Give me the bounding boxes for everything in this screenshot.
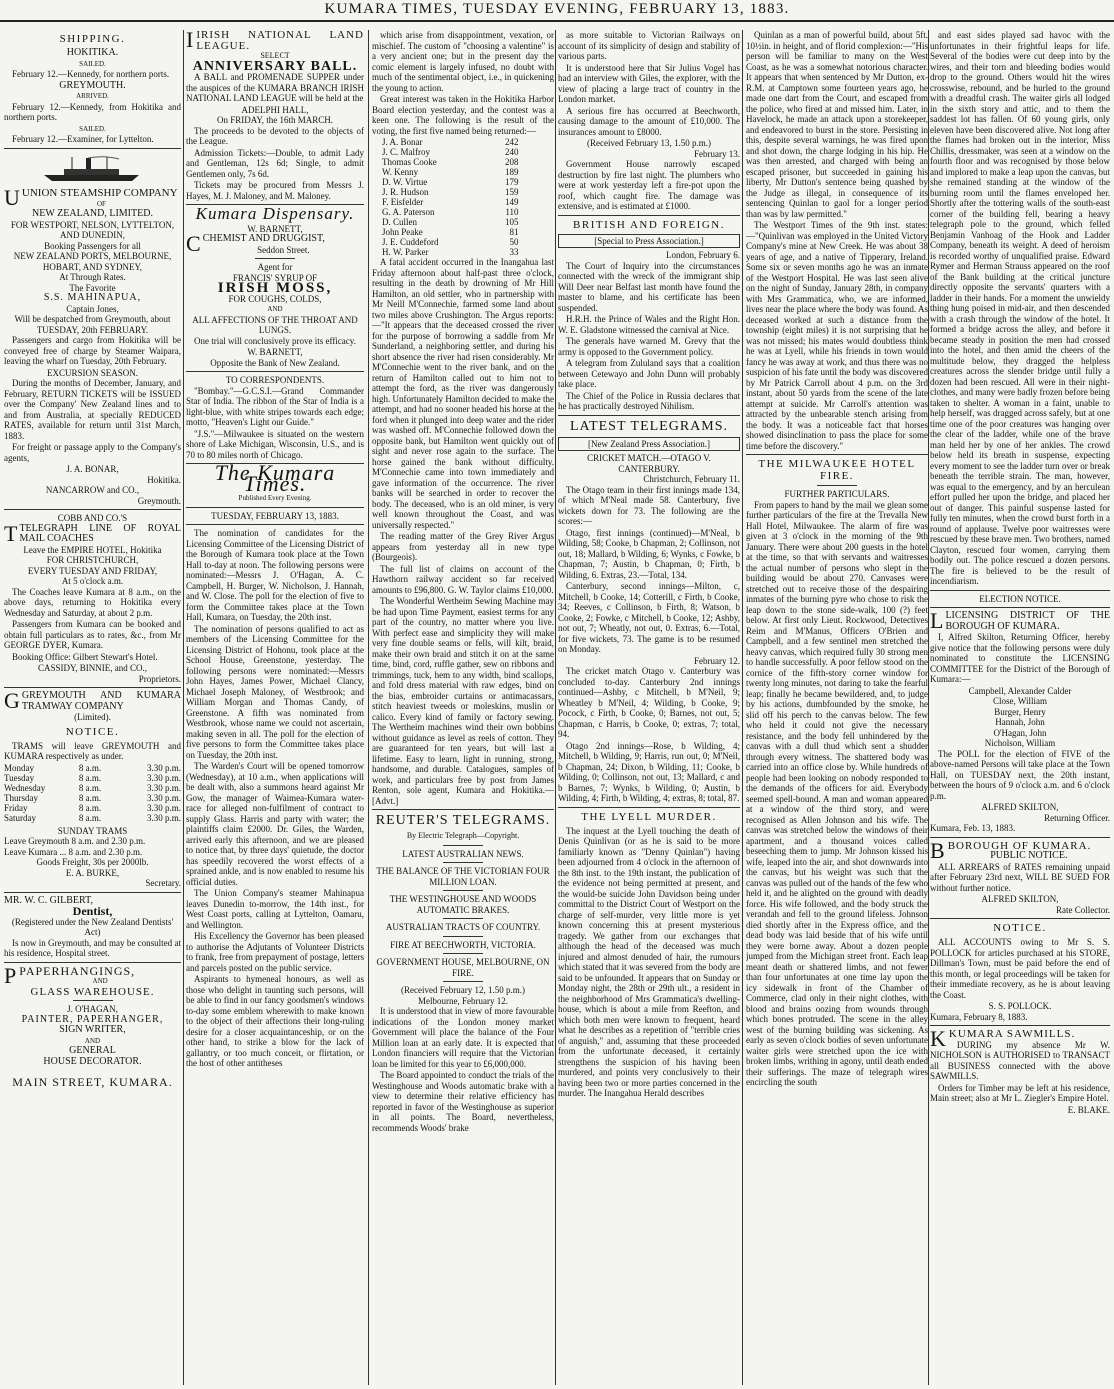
section-subheading: [New Zealand Press Association.]	[558, 437, 740, 452]
advert-heading: GGREYMOUTH AND KUMARA TRAMWAY COMPANY	[4, 688, 181, 713]
advert-text: Goods Freight, 30s per 2000lb.	[36, 857, 149, 867]
article-headline: AUSTRALIAN TRACTS OF COUNTRY.	[385, 922, 541, 932]
divider	[558, 215, 740, 216]
article-text: as more suitable to Victorian Railways on account of its simplicity of design and stability of various parts.	[558, 30, 740, 61]
table-cell: D. Cullen	[382, 217, 417, 227]
advert-text: Admission Tickets:—Double, to admit Lady and Gentleman, 12s 6d; Single, to admit Gentlemen only, 7s 6d.	[186, 147, 364, 179]
table-cell: 8 a.m.	[78, 762, 102, 773]
divider	[746, 454, 928, 455]
section-heading: ELECTION NOTICE.	[979, 593, 1061, 604]
advert-heading: UUNION STEAMSHIP COMPANY	[4, 185, 178, 210]
table-row	[4, 813, 181, 823]
advert-text: W. BARNETT,	[247, 223, 303, 234]
dateline: (Received February 13, 1.50 p.m.)	[587, 138, 711, 148]
advert-text: SUNDAY TRAMS	[57, 825, 128, 836]
list-item: Burger, Henry	[994, 706, 1046, 717]
advert-text: At 5 o'clock a.m.	[61, 576, 124, 586]
divider	[443, 918, 483, 919]
column-5	[746, 30, 928, 1385]
column-1	[4, 30, 181, 1385]
table-cell: 33	[509, 247, 519, 257]
article-text: The inquest at the Lyell touching the death of Denis Quinlivan (or as he is said to be more familiarly known as "Denny Quinlan") having been adjourned from 4 o'clock in the afternoon of the 8th inst. to the 19th instant, the publication of the evidence not being permitted at present, and the would-be suicide John Davidson being under committal to the District Court of Westport on the charge of self-murder, very little more is yet known concerning this at present mysterious tragedy. We gather from our exchanges that although the head of the deceased was much injured and almost denuded of hair, the rumours which stated that it was severed from the body are said to be unfounded. It appears that on Sunday or Monday night, the 28th or 29th ult., a resident in the neighborhood of Mrs Grammatica's dwelling-house, which is about a mile from Reefton, and which both men were known to frequent, heard what he describes as a repetition of "terrible cries of anguish," and, assuming that these proceeded from the unfortunate deceased, it certainly strengthens the suspicion of his having been murdered, and points very conclusively to their having been two or more parties concerned in the murder. The Inangahua Herald describes	[558, 825, 740, 1098]
advert-text: For freight or passage apply to the Company's agents,	[4, 442, 181, 463]
article-text: H.R.H. the Prince of Wales and the Right Hon. W. E. Gladstone witnessed the carnival at Nice.	[558, 314, 740, 335]
table-row	[4, 793, 181, 803]
table-cell: J. R. Hudson	[382, 187, 429, 197]
divider	[372, 809, 554, 810]
advert-text: AND	[84, 1036, 101, 1045]
list-item: O'Hagan, John	[993, 727, 1047, 738]
section-heading: LATEST TELEGRAMS.	[569, 418, 729, 434]
table-row	[4, 783, 181, 793]
port-heading: HOKITIKA.	[66, 47, 119, 58]
sailed-label: SAILED.	[79, 59, 106, 68]
dateline: Melbourne, February 12.	[418, 995, 508, 1006]
advert-text: Kumara, Feb. 13, 1883.	[930, 823, 1016, 833]
article-headline: GOVERNMENT HOUSE, MELBOURNE, ON FIRE.	[376, 957, 550, 978]
list-item: Close, William	[993, 696, 1047, 706]
advert-heading: IIRISH NATIONAL LAND LEAGUE.	[186, 30, 364, 52]
advert-text: Captain Jones,	[66, 303, 119, 314]
election-results	[382, 137, 519, 257]
advert-heading: BBOROUGH OF KUMARA.	[930, 837, 1092, 863]
advert-text: J. O'HAGAN,	[67, 1004, 118, 1014]
article-text: The Court of Inquiry into the circumstances connected with the wreck of the immigrant ship Will Deer near Belfast last month have found the master to blame, and his certificate has been suspended.	[558, 260, 740, 313]
advert-text: TRAMS will leave GREYMOUTH and KUMARA respectively as under.	[4, 740, 181, 761]
divider	[443, 890, 483, 891]
advert-heading: MR. W. C. GILBERT,	[4, 894, 93, 906]
table-cell: Saturday	[4, 812, 36, 823]
section-heading: THE LYELL MURDER.	[581, 810, 717, 823]
article-text: "Bombay."—G.C.S.I.—Grand Commander Star of India. The ribbon of the Star of India is a light-blue, with white stripes towards each edge; motto, "Heaven's Light our Guide."	[186, 385, 364, 427]
table-row	[382, 187, 519, 197]
divider	[443, 862, 483, 863]
arrived-label: ARRIVED.	[76, 92, 109, 100]
advert-text: AND	[267, 305, 283, 313]
table-cell: 3.30 p.m.	[146, 772, 181, 783]
advert-text: The proceeds to be devoted to the objects of the League.	[186, 125, 364, 146]
table-cell: D. W. Virtue	[382, 177, 428, 187]
advert-text: Tickets may be procured from Messrs J. Hayes, M. J. Maloney, and M. Maloney.	[186, 180, 364, 201]
masthead: KUMARA TIMES, TUESDAY EVENING, FEBRUARY 13, 1883.	[324, 1, 790, 17]
section-heading: TO CORRESPONDENTS.	[225, 375, 325, 385]
article-text: Otago 2nd innings—Rose, b Wilding, 4; Mitchell, b Wilding, 9; Harris, run out, 0; M'Neil, b Chapman, 24; Dixon, b Wilding, 11; Cooke, b Wilding, 0; Collinson, not out, 13; Mallard, c and b Barnes, 7; Wynks, b Wilding, 0; Austin, b Wilding, 4; Firth, b Wilding, 4; extras, 8; total, 87.	[558, 740, 740, 803]
advert-text: TUESDAY, 20th FEBRUARY.	[36, 324, 149, 335]
divider	[930, 590, 1110, 591]
divider	[73, 1000, 113, 1001]
table-row	[382, 247, 519, 257]
advert-text: Returning Officer.	[1044, 812, 1110, 823]
table-cell: 189	[505, 167, 519, 177]
dateline: February 12.	[694, 655, 740, 666]
advert-text: Proprietors.	[138, 673, 181, 684]
divider	[930, 1025, 1110, 1026]
advert-text: At Through Rates.	[59, 272, 126, 282]
column-divider	[183, 30, 184, 1385]
article-text: The Board appointed to conduct the trials of the Westinghouse and Woods automatic brake with a view to determine their relative efficiency has reported in favor of the Westinghouse as superior in all points. The Board, nevertheless, recommends Woods' brake	[372, 1070, 554, 1133]
article-text: From papers to hand by the mail we glean some further particulars of the fire at the Trevalla New Hall Hotel, Milwaukee. The alarm of fire was given at 3 o'clock in the morning of the 9th January. There were about 200 guests in the hotel at the time, so that with servants and waitresses the actual number of persons who slept in the building would be about 270. Canvases were stretched out to receive those of the despairing inmates of the burning pyre who chose to risk the leap down to the stone side-walk, 100 (?) feet below. At first only Lieut. Rockwood, Detectives Reim and M'Manus, Officers O'Brien and Campbell, and a few sentinel men stretched the heavy canvas, which required fully 30 strong men to handle successfully. A poor fellow stood on the cornice of the fifth-story corner window for twenty long minutes, not daring to take the fearful leap; finally he became bewildered, and, to judge by his actions, dumbfounded by the smoke, he slid off his perch to the canvas below. The few who held it could not give the necessary resistance, and the body fell unhindered by the canvas with a dull thud which sent a shudder through every witness. The shattered body was carried into an office close by. While hundreds of people had been looking on nobody responded to the demands of the officers for aid. Everybody seemed spell-bound. A man and woman appeared at a window of the third story, and were recognised as Allen Johnson and his wife. The canvas was stretched below the windows of their apartment, and a thousand voices called beseeching them to jump. Mr Johnson kissed his wife, leaped into the air, and shot downwards into the canvas, but his weight was such that the canvas was pulled out of the hands of the few who held it, and he alighted on the ground with deadly force. His wife followed, and the body struck the verandah and fell to the ground lifeless. Johnson died shortly after in the Express office, and the dead body was laid beside that of his wife until they were borne away. About a dozen people jumped from the Michigan street front. Each leap meant death or shattered limbs, and not fewer than four unfortunates at one time lay upon the icy sidewalk in front of the Chamber of Commerce, clad only in their night clothes, with blood and brains oozing from wounds through which bones protruded. The scene in the alley west of the burning building was sickening. As early as seven o'clock bodies of seven unfortunate waiter girls were stretched upon the ice with broken limbs, writhing in agony, until death ended their sufferings. The maze of telegraph wires encircling the south	[746, 499, 928, 1087]
divider	[255, 258, 295, 259]
port-heading: GREYMOUTH.	[59, 79, 126, 91]
article-headline: THE WESTINGHOUSE AND WOODS AUTOMATIC BRAKES.	[389, 894, 537, 915]
notice-heading: PUBLIC NOTICE.	[990, 850, 1068, 861]
advert-text: Booking Office: Gilbert Stewart's Hotel.	[12, 651, 158, 662]
advert-text: FOR COUGHS, COLDS,	[228, 293, 322, 304]
section-heading: REUTER'S TELEGRAMS.	[375, 813, 551, 828]
advert-text: Leave Kumara ... 8 a.m. and 2.30 p.m.	[4, 846, 143, 857]
advert-text: Hokitika.	[147, 474, 181, 485]
list-item: Campbell, Alexander Calder	[968, 685, 1072, 696]
advert-text: Passengers and cargo from Hokitika will be conveyed free of charge by Steamer Waipara, leaving the wharf on Tuesday, 20th February.	[4, 335, 181, 366]
advert-text: A BALL and PROMENADE SUPPER under the auspices of the KUMARA BRANCH IRISH NATIONAL LAND LEAGUE will be held at the	[186, 72, 364, 103]
advert-text: Kumara, February 8, 1883.	[930, 1011, 1028, 1022]
table-cell: G. A. Paterson	[382, 207, 435, 217]
advert-text: Greymouth.	[137, 495, 181, 506]
advert-text: FOR CHRISTCHURCH,	[46, 555, 139, 565]
table-cell: 8 a.m.	[78, 772, 102, 783]
divider	[186, 524, 364, 525]
table-row	[382, 177, 519, 187]
advert-text: ADELPHI HALL,	[241, 104, 309, 115]
shipping-heading: SHIPPING.	[59, 33, 126, 45]
advert-text: NEW ZEALAND PORTS, MELBOURNE, HOBART, AND SYDNEY,	[13, 251, 172, 272]
advert-text: During the months of December, January, and February, RETURN TICKETS will be ISSUED over the Company' New Zealand lines and to and from Australia, at specially REDUCED RATES, available for return until 31st March, 1883.	[4, 378, 181, 441]
advert-text: SIGN WRITER,	[59, 1024, 126, 1035]
section-subheading: [Special to Press Association.]	[558, 234, 740, 249]
article-text: Canterbury, second innings—Milton, c, Mitchell, b Cooke, 14; Cotterill, c Firth, b Cooke, 34; Reeves, c Collinson, b Firth, 8; Watson, b Cooke, 2; Fowke, c Mitchell, b Cooke, 12; Ashby, not out, 7; Wheatly, not out, 0. Extras, 6.—Total, for five wickets, 73. The game is to be resumed on Monday.	[558, 581, 740, 654]
column-divider	[928, 30, 929, 1385]
advert-text: Will be despatched from Greymouth, about	[14, 314, 171, 324]
advert-text: Rate Collector.	[1056, 904, 1110, 915]
article-text: The reading matter of the Grey River Argus appears from yesterday all in new type (Bourgeois).	[372, 531, 554, 562]
table-row	[382, 197, 519, 207]
advert-text: E. A. BURKE,	[65, 867, 120, 878]
divider	[4, 148, 181, 149]
advert-text: FRANCIS' SYRUP OF	[232, 272, 318, 283]
table-row	[4, 773, 181, 783]
column-divider	[555, 30, 556, 1385]
advert-text: Orders for Timber may be left at his residence, Main street; also at Mr L. Ziegler's Empire Hotel.	[930, 1082, 1110, 1103]
table-cell: 149	[505, 197, 519, 207]
divider	[4, 687, 181, 688]
article-text: The generals have warned M. Grevy that the army is opposed to the Government policy.	[558, 336, 740, 357]
article-headline: FIRE AT BEECHWORTH, VICTORIA.	[390, 939, 536, 950]
article-text: His Excellency the Governor has been pleased to authorise the Adjutants of Volunteer Districts to frank, free from prepayment of postage, letters and parcels posted on the public service.	[186, 931, 364, 973]
table-cell: 50	[509, 237, 519, 247]
divider	[443, 953, 483, 954]
table-row	[382, 157, 519, 167]
article-headline: CRICKET MATCH.—OTAGO V. CANTERBURY.	[587, 453, 711, 474]
table-cell: 208	[505, 157, 519, 167]
column-6	[930, 30, 1110, 1385]
article-text: It is understood that in view of more favourable indications of the London money market Government will place the balance of the Four Million loan at an early date. It is expected that London financiers will require that the Victorian loan be limited for this year to £6,000,000.	[372, 1006, 554, 1069]
advert-text: Leave Greymouth 8 a.m. and 2.30 p.m.	[4, 836, 146, 846]
column-3	[372, 30, 554, 1385]
article-text: The Chief of the Police in Russia declares that he has practically destroyed Nihilism.	[558, 390, 740, 411]
advert-text: GENERAL	[69, 1045, 116, 1056]
advert-text: Booking Passengers for all	[44, 240, 141, 251]
advert-text: The Favorite	[69, 282, 116, 293]
article-headline: FURTHER PARTICULARS.	[784, 489, 890, 499]
advert-text: ALFRED SKILTON,	[981, 802, 1059, 812]
table-cell: 3.30 p.m.	[146, 792, 181, 803]
section-heading: THE MILWAUKEE HOTEL FIRE.	[758, 458, 916, 482]
shipping-entry: February 12.—Examiner, for Lyttelton.	[12, 134, 154, 144]
advert-text: Secretary.	[145, 878, 181, 888]
table-cell: 179	[505, 177, 519, 187]
section-heading: BRITISH AND FOREIGN.	[573, 218, 725, 231]
article-text: It is understood here that Sir Julius Vogel has had an interview with Giles, the explorer, with the view of placing a large tract of country in the London market.	[558, 62, 740, 104]
table-cell: W. Kenny	[382, 167, 419, 177]
advert-heading: Dentist,	[72, 904, 113, 918]
divider	[443, 936, 483, 937]
advert-text: COBB AND CO.'S	[57, 513, 128, 523]
advert-heading: TTELEGRAPH LINE OF ROYAL MAIL COACHES	[4, 520, 181, 546]
table-cell: 242	[505, 137, 519, 147]
tram-timetable	[4, 763, 181, 823]
article-text: "J.S."—Milwaukee is situated on the western shore of Lake Michigan, Wisconsin, U.S., and is 70 to 80 miles north of Chicago.	[186, 428, 364, 460]
steamship-icon	[4, 155, 181, 183]
table-cell: 3.30 p.m.	[146, 812, 181, 823]
divider	[4, 892, 181, 893]
table-cell: 3.30 p.m.	[146, 782, 181, 793]
table-cell: 81	[509, 227, 519, 237]
article-headline: THE BALANCE OF THE VICTORIAN FOUR MILLION LOAN.	[376, 866, 550, 887]
table-cell: 8 a.m.	[78, 782, 102, 793]
advert-text: I, Alfred Skilton, Returning Officer, hereby give notice that the following persons were duly nominated to constitute the LICENSING COMMITTEE for the District of the Borough of Kumara:—	[930, 632, 1110, 684]
dateline: February 13.	[694, 148, 740, 159]
advert-text: ALL ACCOUNTS owing to Mr S. S. POLLOCK for articles purchased at his STORE, Dillman's Town, must be paid before the end of this month, or legal proceedings will be taken for their immediate recovery, as he is about leaving the Coast.	[930, 937, 1110, 1000]
advert-text: ALFRED SKILTON,	[981, 894, 1059, 904]
divider	[443, 845, 483, 846]
advert-text: (Limited).	[74, 712, 111, 722]
masthead-rule	[0, 20, 1114, 22]
divider	[558, 807, 740, 808]
divider	[4, 509, 181, 510]
advert-text: (Registered under the New Zealand Dentists' Act)	[11, 916, 174, 937]
article-text: Government House narrowly escaped destruction by fire last night. The plumbers who were at work yesterday left a fire-pot upon the roof, which caught fire. The damage was extensive, and is estimated at £1000.	[558, 159, 740, 211]
advert-text: NANCARROW and CO.,	[45, 485, 140, 495]
article-text: The Otago team in their first innings made 134, of which M'Neal made 58. Canterbury, five wickets down for 73. The following are the scores:—	[558, 484, 740, 526]
article-text: The cricket match Otago v. Canterbury was concluded to-day. Canterbury 2nd innings continued—Ashby, c Mitchell, b M'Neil, 9; Wheatley b M'Neil, 4; Wilding, b Cooke, 9; Pocock, c Firth, b Cooke, 0; Barnes, not out, 5; Chapman, c Harris, b Cooke, 0; extras, 7; total, 94.	[558, 666, 740, 739]
advert-text: FOR WESTPORT, NELSON, LYTTELTON, AND DUNEDIN,	[10, 219, 175, 240]
table-cell: 3.30 p.m.	[146, 762, 181, 773]
table-cell: Thursday	[4, 792, 38, 803]
advert-heading: KKUMARA SAWMILLS.	[930, 1026, 1076, 1051]
section-subheading: By Electric Telegraph—Copyright.	[406, 831, 520, 840]
table-row	[382, 167, 519, 177]
advert-text: ALL AFFECTIONS OF THE THROAT AND LUNGS.	[192, 314, 358, 335]
article-text: The nomination of persons qualified to act as members of the Licensing Committee for the Licensing District of Hohonu, took place at the School House, Greenstone, yesterday. The following persons were nominated:—Messrs John Hayes, James Power, Michael Clancy, Michael Joseph Maloney, of Westbrook; and William Morgan and Thomas Candy, of Greenstone. A fifth was nominated from Westbrook, whose name we could not ascertain, making seven in all. The poll for the election of five persons to form the Committee takes place on Tuesday, the 20th inst.	[186, 623, 364, 760]
advert-text: E. BLAKE.	[1067, 1104, 1110, 1115]
list-item: Hannah, John	[995, 717, 1045, 727]
table-row	[382, 227, 519, 237]
article-text: The Warden's Court will be opened tomorrow (Wednesday), at 10 a.m., when applications will be dealt with, also a summons heard against Mr Gow, the manager of Waimea-Kumara water-race for alleged non-fulfilment of contract to supply Glass. Harris and party with water; the plaintiffs claim £2000. Dr. Giles, the Warden, arrived early this afternoon, and we are pleased to notice that, by three days' quietude, the doctor has speedily recovered the worst effects of a sprained ankle, and is now enabled to resume his official duties.	[186, 761, 364, 887]
article-text: A telegram from Zululand says that a coalition between Cetewayo and John Dunn will probably take place.	[558, 358, 740, 389]
section-heading: LATEST AUSTRALIAN NEWS.	[402, 848, 524, 859]
advert-text: HOUSE DECORATOR.	[43, 1055, 142, 1067]
divider	[443, 981, 483, 982]
list-item: Nicholson, William	[984, 738, 1056, 748]
table-cell: 240	[505, 147, 519, 157]
advert-text: J. A. BONAR,	[66, 464, 119, 474]
advert-text: The POLL for the election of FIVE of the above-named Persons will take place at the Town Hall, on TUESDAY next, the 20th instant, between the hours of 9 o'clock a.m. and 6 o'clock p.m.	[930, 748, 1110, 801]
article-text: The nomination of candidates for the Licensing Committee of the Licensing District of the Borough of Kumara took place at the Town Hall to-day at noon. The following persons were nominated:—Messrs J. O'Hagan, A. C. Campbell, H. Burger, W. Nicholson, J. Hannah, and W. Close. The poll for the election of five to form the Committee takes place at the Town Hall, Kumara, on Tuesday, the 20th inst.	[186, 528, 364, 622]
table-cell: 110	[505, 207, 519, 217]
advert-text: DURING my absence Mr W. NICHOLSON is AUTHORISED to TRANSACT all BUSINESS connected with the above SAWMILLS.	[930, 1039, 1110, 1081]
publication-note: Published Every Evening.	[238, 494, 312, 502]
shipping-entry: February 12.—Kennedy, for northern ports.	[12, 69, 170, 79]
shipping-entry: February 12.—Kennedy, from Hokitika and northern ports.	[4, 101, 181, 122]
article-text: The Union Company's steamer Mahinapua leaves Dunedin to-morrow, the 14th inst., for West Coast ports, calling at Lyttelton, Oamaru, and Wellington.	[186, 888, 364, 930]
divider	[930, 918, 1110, 919]
notice-heading: NOTICE.	[65, 725, 120, 738]
advert-text: EVERY TUESDAY AND FRIDAY,	[27, 565, 158, 576]
table-cell: 8 a.m.	[78, 802, 102, 813]
table-cell: John Peake	[382, 227, 423, 237]
table-row	[382, 237, 519, 247]
divider	[558, 415, 740, 416]
advert-text: Is now in Greymouth, and may be consulted at his residence, Hospital street.	[4, 937, 181, 958]
divider	[4, 962, 181, 963]
table-row	[4, 763, 181, 773]
divider	[817, 485, 857, 486]
article-text: A serious fire has occurred at Beechworth, causing damage to the amount of £10,000. The insurances amount to £8000.	[558, 105, 740, 137]
advert-text: ALL ARREARS of RATES remaining unpaid after February 23rd next, WILL BE SUED FOR without further notice.	[930, 861, 1110, 893]
advert-heading: GLASS WAREHOUSE.	[30, 985, 155, 998]
table-row	[382, 207, 519, 217]
table-cell: J. A. Bonar	[382, 137, 423, 147]
article-text: Aspirants to hymeneal honours, as well as those who delight in taunting such persons, will be able to find in our fancy goodsmen's windows to-day some emblem wherewith to make known to the object of their affections their long-ruling desire for a closer acquaintanceship, or on the other hand, to strike a blow for the lack of gallantry, or too much conceit, or flirtation, or the host of other antitheses	[186, 974, 364, 1068]
ship-name: S.S. MAHINAPUA,	[43, 292, 142, 303]
table-cell: 8 a.m.	[78, 792, 102, 803]
article-text: and east sides played sad havoc with the unfortunates in their frightful leaps for life. Several of the bodies were cut deep into by the wires, and their torn and bleeding bodies would drop to the ground. Others would hit the wires crosswise, rebound, and be hurled to the ground with a dreadful crash. The waiter girls all lodged in the sixth story and attic, and to them the saddest lot has fallen. Of 60 young girls, only eleven have been discovered alive. Not long after the flames had broken out in the interior, Miss Chillis, dressmaker, was seen at a window on the fourth floor and was recognised by those below and implored to make a leap upon the canvas, but she remained standing at the window of the burning room until the flames enveloped her. Shortly after the tottering walls of the south-east corner of the building fell, bearing a heavy telegraph pole to the ground, which felled Benjamin Vanhoag of the Hook and Ladder Company, beneath its weight. A deed of heroism is recorded worthy of unqualified praise. Edward Rymer and Herman Strauss appeared on the roof of the Bank building at the critical juncture directly opposite the servants' quarters with a ladder in their hands. For a moment the unwieldy thing hung poised in mid-air, and then descended with a crash through the window of the hotel. It formed a bridge across the alley, and before it became steady in position the men had crossed into the hotel, and then amid the cheers of the multitude below, they dragged the helpless creatures across the slender bridge until fully a dozen had been rescued. All were in their night-clothes, and many were badly frozen before being taken to shelter. A woman in a faint, unable to help herself, was dragged across safely, but at one time one of the poor creatures was hanging over the clear of the ladder, while one of the brave man held her by one of her ankles. The crowd below held its breath in suspense, expecting every moment to see the ladder turn over or break beneath the terrible strain. The man, however, was equal to the emergency, and by an herculean effort pulled her upon the bridge, and placed her out of danger. This painful suspense lasted for fully ten minutes, when the crowd burst forth in a round of applause. Twelve poor waitresses were rescued by these brave men. Two brothers, named Clayton, rescued four women, carrying them bodily out. The police rescued a dozen persons. The fire is believed to be the result of incendiarism.	[930, 30, 1110, 586]
advert-heading: MAIN STREET, KUMARA.	[12, 1075, 173, 1089]
issue-date: TUESDAY, FEBRUARY 13, 1883.	[211, 510, 339, 521]
newspaper-title: The Kumara Times.	[214, 460, 336, 496]
column-divider	[742, 30, 743, 1385]
table-cell: 3.30 p.m.	[146, 802, 181, 813]
article-text: Quinlan as a man of powerful build, about 5ft. 10½in. in height, and of florid complexion:—"His person will be familiar to many on the West Coast, as he was a somewhat notorious character. It appears that when sentenced by Mr Dutton, ex-R.M. at Camptown some fourteen years ago, he made one dart from the Court, and escaped from the police, who fired at and missed him. Later, in Havelock, he made an attack upon a storekeeper, and endeavored to burst in the store. Persisting in this, despite several warnings, he was fired upon and shot down, the charge lodging in his hip. He was then arrested, and charged with being an escaped prisoner, but succeeded in gaining his liberty, Mr Dutton's sentence being quashed by the Judge as illegal, in consequence of its sentencing Quinlan to gaol for a longer period than was by law permitted."	[746, 30, 928, 219]
dateline: (Received February 12, 1.50 p.m.)	[401, 985, 525, 995]
table-row	[382, 147, 519, 157]
article-text: The Westport Times of the 9th inst. states:—"Quinlivan was employed in the United Victory Company's mine at New Creek. He was about 38 years of age, and a native of Tipperary, Ireland. Some six or seven months ago he was an inmate of the Westport Hospital. He was last seen alive on the night of Sunday, January 28th, in company with Mrs Grammatica, who, we are informed, lives near the place where the body was found. As deceased worked at such a distance from the township (eight miles) it is not surprising that he was not missed; his mates would doubtless think he was at Lyell, while his friends in town would fancy he was away at work, and thus there was no suspicion of his fate until the body was discovered by Mr Patrick Carroll about 4 p.m. on the 3rd instant, about 50 yards from the scene of the late attempt at suicide. Mr Carroll's attention was attracted by the unbearable stench arising from the body. It was a noticeable fact that horses showed disinclination to pass the place for some time before the discovery."	[746, 220, 928, 451]
divider	[186, 371, 364, 372]
advert-heading: PPAPERHANGINGS,	[4, 962, 136, 988]
table-cell: J. C. Malfroy	[382, 147, 430, 157]
table-row	[382, 217, 519, 227]
advert-text: NEW ZEALAND, LIMITED.	[32, 208, 153, 219]
table-row	[382, 137, 519, 147]
table-cell: Tuesday	[4, 772, 35, 783]
advert-heading: ANNIVERSARY BALL.	[192, 58, 358, 74]
article-text: which arise from disappointment, vexation, or mischief. The custom of "choosing a valentine" is a very ancient one; but in the present day the comic element is largely infused, no doubt with much of the sentimental object, i.e., in quickening the young to action.	[372, 30, 554, 93]
table-cell: 8 a.m.	[78, 812, 102, 823]
divider	[930, 607, 1110, 608]
advert-text: EXCURSION SEASON.	[46, 367, 138, 378]
advert-text: The Coaches leave Kumara at 8 a.m., on the above days, returning to Hokitika every Wednesday and Saturday, at about 2 p.m.	[4, 586, 181, 618]
table-cell: H. W. Parker	[382, 247, 429, 257]
article-text: A fatal accident occurred in the Inangahua last Friday afternoon about half-past three o'clock, resulting in the death by drowning of Mr Hill Hamilton, an old settler, who in partnership with Mr Neill M'Connechie, farmed some land about two miles above Crushington. The Argus reports:—"It appears that the deceased crossed the river for the purpose of borrowing a saddle from Mr Sunderland, a neighboring settler, and during his short absence the river had risen considerably. Mr M'Connechie went to the river bank, and on the return of Hamilton called out to him not to attempt the ford, as the river was dangerously high. Unfortunately Hamilton decided to make the attempt, and had no sooner headed his horse at the ford when it plunged into deep water and the rider was washed off. M'Connechie followed down the opposite bank, but Hamilton went quickly out of sight and never rose again to the surface. The horse gained the bank without difficulty. M'Connechie came into town immediately and gave information of the occurrence. The river banks will be searched in order to recover the body. The deceased, who is an old miner, is very well known throughout the Coast, and was universally respected."	[372, 257, 554, 530]
advert-text: Agent for	[257, 262, 293, 272]
advert-text: One trial will conclusively prove its efficacy.	[194, 335, 356, 346]
divider	[186, 507, 364, 508]
table-cell: Friday	[4, 802, 28, 813]
table-cell: F. Eisfelder	[382, 197, 424, 207]
advert-text: AND	[92, 977, 108, 985]
advert-text: On FRIDAY, the 16th MARCH.	[216, 115, 334, 125]
advert-text: Opposite the Bank of New Zealand.	[210, 357, 340, 368]
advert-text: Passengers from Kumara can be booked and obtain full particulars as to rates, &c., from Mr GEORGE DYER, Kumara.	[4, 619, 181, 650]
column-2	[186, 30, 364, 1385]
article-text: The full list of claims on account of the Hawthorn railway accident so far received amounts to £96,800. G. W. Taylor claims £10,000.	[372, 563, 554, 595]
advert-heading: LLICENSING DISTRICT OF THE BOROUGH OF KUMARA.	[930, 608, 1110, 633]
advert-heading: IRISH MOSS,	[217, 280, 333, 296]
table-cell: Wednesday	[4, 782, 46, 793]
advert-text: Seddon Street.	[257, 244, 310, 255]
advert-text: Leave the EMPIRE HOTEL, Hokitika	[23, 544, 162, 555]
dateline: Christchurch, February 11.	[643, 474, 740, 484]
advert-text: SELECT	[260, 51, 290, 60]
article-text: Otago, first innings (continued)—M'Neal, b Wilding, 58; Cooke, b Chapman, 2; Collinson, not out, 18; Mallard, b Wilding, 6; Wynks, c Fowke, b Chapman, 7; Austin, b Chapman, 0; Firth, b Wilding, 6. Extras, 23.—Total, 134.	[558, 527, 740, 580]
divider	[930, 837, 1110, 838]
table-row	[4, 803, 181, 813]
table-cell: Monday	[4, 762, 34, 773]
advert-text: CASSIDY, BINNIE, and CO.,	[37, 663, 148, 673]
column-divider	[368, 30, 369, 1385]
article-text: The Wonderful Wertheim Sewing Machine may be had upon Time Payment, easiest terms for any part of the country, no matter where you live. With perfect ease and simplicity they will make very fine double seams or fells, will kilt, braid, make their own braid and stitch it on at the same time, bind, cord, ruffle gather, sew on ribbons and trimmings, tuck, hem to any width, bind scallops, and fold dress material with raw edges, bind on the bias, embroider curtains or antimacassars, stitch heaviest tweeds or moleskins, muslin or calico. Every kind of family or factory sewing. The Wertheim machines wind their own bobbins without guidance as level as reels of cotton. They are guaranteed for ten years, but will last a lifetime. Easy to learn, light in running, strong, handsome, and durable. Catalogues, samples of work, and particulars free by post from James Renton, sole agent, Kumara and Hokitika.—[Advt.]	[372, 596, 554, 806]
sailed-label: SAILED.	[79, 124, 106, 133]
table-cell: 159	[505, 187, 519, 197]
advert-heading: CCHEMIST AND DRUGGIST,	[186, 231, 325, 256]
advert-text: W. BARNETT,	[247, 347, 303, 357]
table-cell: J. E. Cuddeford	[382, 237, 439, 247]
notice-heading: NOTICE.	[993, 922, 1047, 934]
dateline: London, February 6.	[666, 250, 740, 260]
advert-text: OF	[96, 199, 106, 208]
advert-heading: Kumara Dispensary.	[195, 204, 355, 223]
table-cell: 105	[505, 217, 519, 227]
advert-text: S. S. POLLOCK.	[988, 1001, 1052, 1011]
table-cell: Thomas Cooke	[382, 157, 437, 167]
advert-text: PAINTER, PAPERHANGER,	[21, 1013, 164, 1025]
column-4	[558, 30, 740, 1385]
article-text: Great interest was taken in the Hokitika Harbor Board election yesterday, and the contest was a keen one. The following is the result of the voting, the first five named being returned:—	[372, 94, 554, 136]
